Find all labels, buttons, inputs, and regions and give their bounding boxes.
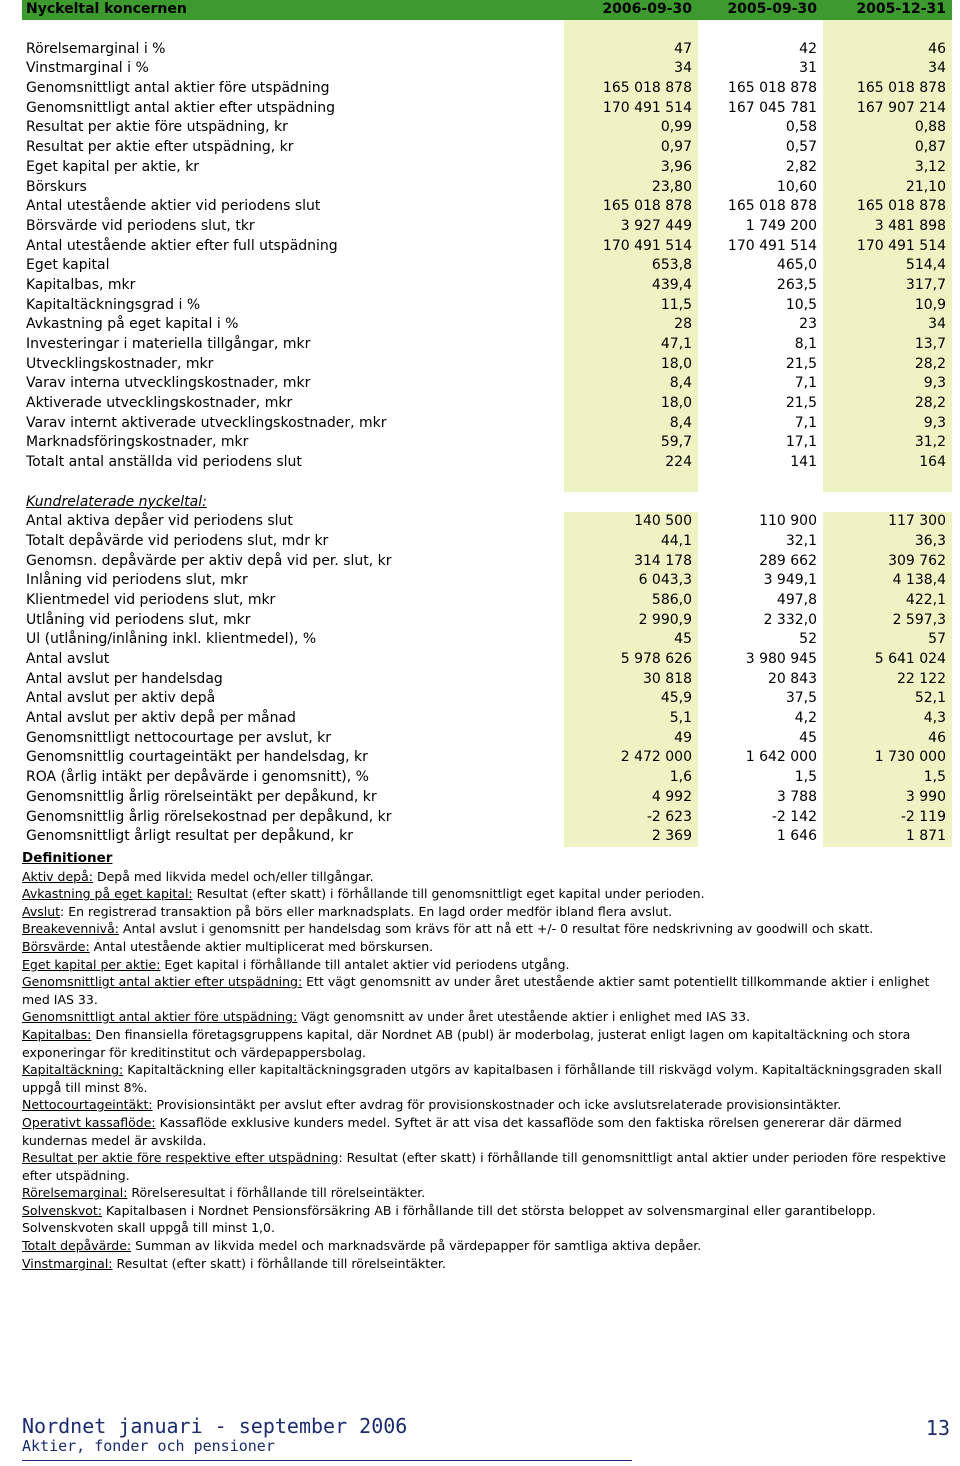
row-value: 3 990 bbox=[823, 788, 952, 808]
row-value: 44,1 bbox=[564, 532, 698, 552]
definition-term: Breakevennivå: bbox=[22, 921, 119, 937]
row-value: 3 788 bbox=[776, 788, 817, 805]
definition-text: Antal avslut i genomsnitt per handelsdag som krävs för att nå ett +/- 0 resultat före nedskrivning av goodwill och skatt. bbox=[118, 921, 874, 937]
definition-text: : En registrerad transaktion på börs eller marknadsplats. En lagd order medför ibland flera avslut. bbox=[60, 903, 673, 919]
row-label: Antal avslut per aktiv depå bbox=[26, 690, 216, 707]
spacer-cell bbox=[698, 473, 823, 493]
table-row bbox=[22, 79, 952, 99]
definition-text: Kapitaltäckning eller kapitaltäckningsgraden utgörs av kapitalbasen i förhållande till riskvägd volym. Kapitaltäckningsgraden skall uppgå till minst 8%. bbox=[22, 1062, 942, 1095]
spacer-cell bbox=[823, 20, 952, 40]
row-value: 586,0 bbox=[564, 591, 698, 611]
row-value: 110 900 bbox=[759, 513, 817, 530]
row-value: 22 122 bbox=[823, 669, 952, 689]
table-row bbox=[22, 217, 952, 237]
definition-item bbox=[22, 1184, 947, 1202]
key-figures-body bbox=[22, 0, 952, 847]
row-value: 4,2 bbox=[794, 710, 817, 727]
row-value: 59,7 bbox=[564, 433, 698, 453]
footer-subtitle: Aktier, fonder och pensioner bbox=[22, 1437, 275, 1455]
row-value: 0,88 bbox=[823, 118, 952, 138]
row-value: 5,1 bbox=[564, 709, 698, 729]
row-value: 46 bbox=[823, 728, 952, 748]
spacer-cell bbox=[698, 20, 823, 40]
row-label: Genomsnittligt antal aktier efter utspädning bbox=[26, 99, 336, 116]
row-label: Kapitalbas, mkr bbox=[26, 276, 136, 293]
row-value: 57 bbox=[823, 630, 952, 650]
row-label: Eget kapital per aktie, kr bbox=[26, 158, 200, 175]
table-header-row bbox=[22, 0, 952, 20]
definition-item bbox=[22, 1061, 947, 1096]
row-value: 3 980 945 bbox=[745, 651, 817, 668]
table-row bbox=[22, 177, 952, 197]
section-heading-row bbox=[22, 492, 952, 512]
row-label: Antal avslut bbox=[26, 651, 110, 668]
row-value: 422,1 bbox=[823, 591, 952, 611]
row-label: Klientmedel vid periodens slut, mkr bbox=[26, 591, 276, 608]
row-value: 1 730 000 bbox=[823, 748, 952, 768]
row-value: 42 bbox=[799, 40, 817, 57]
definition-item bbox=[22, 1202, 947, 1237]
table-row bbox=[22, 807, 952, 827]
row-value: 1 646 bbox=[776, 828, 817, 845]
customer-section-heading: Kundrelaterade nyckeltal: bbox=[26, 493, 207, 510]
row-value: 10,5 bbox=[785, 296, 817, 313]
row-label: Genomsnittlig årlig rörelsekostnad per depåkund, kr bbox=[26, 808, 392, 825]
row-value: 497,8 bbox=[776, 591, 817, 608]
spacer-cell bbox=[564, 20, 698, 40]
row-value: 2,82 bbox=[785, 158, 817, 175]
row-value: 8,4 bbox=[564, 374, 698, 394]
row-value: 3,96 bbox=[564, 158, 698, 178]
row-value: 4,3 bbox=[823, 709, 952, 729]
row-value: 314 178 bbox=[564, 551, 698, 571]
row-value: 170 491 514 bbox=[727, 237, 817, 254]
row-label: Antal utestående aktier efter full utspädning bbox=[26, 237, 338, 254]
row-label: Genomsnittligt antal aktier före utspädning bbox=[26, 80, 330, 97]
definition-text: Kassaflöde exklusive kunders medel. Syftet är att visa det kassaflöde som den faktiska rörelsen genererar där därmed kundernas medel är avskilda. bbox=[22, 1114, 902, 1148]
definition-term: Vinstmarginal: bbox=[22, 1255, 113, 1271]
definition-item bbox=[22, 1237, 947, 1255]
row-label: Genomsnittlig courtageintäkt per handelsdag, kr bbox=[26, 749, 368, 766]
row-label: Antal aktiva depåer vid periodens slut bbox=[26, 513, 293, 530]
row-value: 3 481 898 bbox=[823, 217, 952, 237]
definition-term: Avkastning på eget kapital: bbox=[22, 886, 193, 902]
row-value: 289 662 bbox=[759, 552, 817, 569]
table-row bbox=[22, 433, 952, 453]
row-label: Varav interna utvecklingskostnader, mkr bbox=[26, 375, 311, 392]
definition-term: Genomsnittligt antal aktier före utspädning: bbox=[22, 1009, 298, 1025]
row-value: 2 597,3 bbox=[823, 610, 952, 630]
row-value: 465,0 bbox=[776, 257, 817, 274]
table-row bbox=[22, 236, 952, 256]
row-value: 0,99 bbox=[564, 118, 698, 138]
row-label: Rörelsemarginal i % bbox=[26, 40, 166, 57]
row-label: Genomsnittligt årligt resultat per depåkund, kr bbox=[26, 828, 353, 845]
row-value: 170 491 514 bbox=[823, 236, 952, 256]
row-label: Eget kapital bbox=[26, 257, 110, 274]
row-value: 34 bbox=[823, 315, 952, 335]
row-value: 140 500 bbox=[564, 512, 698, 532]
definition-item bbox=[22, 938, 947, 956]
row-value: 1 871 bbox=[823, 827, 952, 847]
spacer-row bbox=[22, 473, 952, 493]
definition-term: Eget kapital per aktie: bbox=[22, 956, 161, 972]
definition-item bbox=[22, 920, 947, 938]
row-value: 167 907 214 bbox=[823, 98, 952, 118]
table-row bbox=[22, 591, 952, 611]
definition-text: Eget kapital i förhållande till antalet aktier vid periodens utgång. bbox=[160, 956, 570, 972]
table-row bbox=[22, 788, 952, 808]
row-label: Utvecklingskostnader, mkr bbox=[26, 355, 214, 372]
definition-term: Resultat per aktie före respektive efter utspädning bbox=[22, 1150, 339, 1166]
table-row bbox=[22, 98, 952, 118]
spacer-cell bbox=[22, 473, 564, 493]
row-value: 1,5 bbox=[823, 768, 952, 788]
row-value: 8,1 bbox=[794, 336, 817, 353]
row-value: 0,58 bbox=[785, 119, 817, 136]
definition-item bbox=[22, 903, 947, 921]
page-number: 13 bbox=[925, 1416, 950, 1440]
row-label: Genomsnittligt nettocourtage per avslut, kr bbox=[26, 729, 331, 746]
spacer-cell bbox=[22, 20, 564, 40]
table-row bbox=[22, 413, 952, 433]
definition-text: : Resultat (efter skatt) i förhållande till genomsnittligt antal aktier under perioden före respektive efter utspädning. bbox=[22, 1150, 946, 1183]
row-value: 47 bbox=[564, 39, 698, 59]
row-label: Resultat per aktie före utspädning, kr bbox=[26, 119, 288, 136]
row-value: 7,1 bbox=[794, 375, 817, 392]
row-value: -2 142 bbox=[771, 808, 817, 825]
definition-text: Summan av likvida medel och marknadsvärde på värdepapper för samtliga aktiva depåer. bbox=[131, 1238, 702, 1254]
row-value: 0,97 bbox=[564, 138, 698, 158]
row-value: 18,0 bbox=[564, 354, 698, 374]
row-value: 165 018 878 bbox=[564, 197, 698, 217]
table-row bbox=[22, 709, 952, 729]
row-label: Resultat per aktie efter utspädning, kr bbox=[26, 139, 294, 156]
column-header: 2006-09-30 bbox=[564, 0, 698, 20]
row-value: 21,5 bbox=[785, 355, 817, 372]
definition-term: Nettocourtageintäkt: bbox=[22, 1097, 153, 1113]
table-row bbox=[22, 453, 952, 473]
row-label: Totalt depåvärde vid periodens slut, mdr kr bbox=[26, 532, 329, 549]
row-value: 4 138,4 bbox=[823, 571, 952, 591]
definition-term: Aktiv depå: bbox=[22, 868, 93, 884]
table-row bbox=[22, 394, 952, 414]
row-value: 3 927 449 bbox=[564, 217, 698, 237]
table-row bbox=[22, 315, 952, 335]
definition-term: Operativt kassaflöde: bbox=[22, 1114, 156, 1130]
table-row bbox=[22, 610, 952, 630]
row-value: 31 bbox=[799, 60, 817, 77]
row-value: 10,60 bbox=[776, 178, 817, 195]
row-label: Avkastning på eget kapital i % bbox=[26, 316, 239, 333]
definitions-title: Definitioner bbox=[22, 850, 113, 866]
row-value: 21,10 bbox=[823, 177, 952, 197]
row-value: 117 300 bbox=[823, 512, 952, 532]
row-label: Investeringar i materiella tillgångar, mkr bbox=[26, 336, 311, 353]
row-value: 3,12 bbox=[823, 158, 952, 178]
spacer-cell bbox=[823, 492, 952, 512]
definition-text: Antal utestående aktier multiplicerat med börskursen. bbox=[89, 938, 434, 954]
row-value: 34 bbox=[564, 59, 698, 79]
row-value: 2 369 bbox=[564, 827, 698, 847]
definition-text: Resultat (efter skatt) i förhållande till genomsnittligt eget kapital under perioden. bbox=[192, 886, 705, 902]
definition-item bbox=[22, 885, 947, 903]
table-row bbox=[22, 59, 952, 79]
row-label: Aktiverade utvecklingskostnader, mkr bbox=[26, 395, 293, 412]
definition-item bbox=[22, 1149, 947, 1184]
definition-text: Den finansiella företagsgruppens kapital, där Nordnet AB (publ) är moderbolag, justerat enligt lagen om kapitaltäckning och stora exponeringar för kreditinstitut och värdepappersbolag. bbox=[22, 1026, 911, 1060]
row-value: -2 119 bbox=[823, 807, 952, 827]
row-value: 36,3 bbox=[823, 532, 952, 552]
row-value: 31,2 bbox=[823, 433, 952, 453]
table-row bbox=[22, 650, 952, 670]
definition-term: Kapitaltäckning: bbox=[22, 1062, 124, 1078]
table-row bbox=[22, 354, 952, 374]
table-row bbox=[22, 197, 952, 217]
row-value: 28,2 bbox=[823, 394, 952, 414]
row-value: 170 491 514 bbox=[564, 98, 698, 118]
row-value: 10,9 bbox=[823, 295, 952, 315]
row-value: 165 018 878 bbox=[727, 198, 817, 215]
row-value: 45 bbox=[564, 630, 698, 650]
row-value: 21,5 bbox=[785, 395, 817, 412]
definitions-section bbox=[22, 850, 947, 1272]
row-value: 165 018 878 bbox=[823, 79, 952, 99]
row-value: 514,4 bbox=[823, 256, 952, 276]
table-row bbox=[22, 689, 952, 709]
row-value: 8,4 bbox=[564, 413, 698, 433]
row-value: 3 949,1 bbox=[763, 572, 817, 589]
table-row bbox=[22, 138, 952, 158]
definition-item bbox=[22, 1026, 947, 1061]
table-row bbox=[22, 276, 952, 296]
footer-rule bbox=[22, 1460, 632, 1461]
row-label: Genomsnittlig årlig rörelseintäkt per depåkund, kr bbox=[26, 788, 377, 805]
definition-item bbox=[22, 1096, 947, 1114]
definition-text: Ett vägt genomsnitt av under året utestående aktier samt potentiellt tillkommande aktier i enlighet med IAS 33. bbox=[22, 974, 930, 1007]
definition-text: Resultat (efter skatt) i förhållande till rörelseintäkter. bbox=[112, 1255, 446, 1271]
definition-term: Kapitalbas: bbox=[22, 1026, 92, 1042]
definition-item bbox=[22, 956, 947, 974]
definition-term: Börsvärde: bbox=[22, 938, 90, 954]
row-value: 1,5 bbox=[794, 769, 817, 786]
row-value: 23 bbox=[799, 316, 817, 333]
row-value: 28 bbox=[564, 315, 698, 335]
definition-term: Solvenskvot: bbox=[22, 1202, 102, 1218]
row-value: 2 990,9 bbox=[564, 610, 698, 630]
row-value: 439,4 bbox=[564, 276, 698, 296]
row-value: 47,1 bbox=[564, 335, 698, 355]
row-value: 5 978 626 bbox=[564, 650, 698, 670]
row-value: 9,3 bbox=[823, 413, 952, 433]
row-label: Börsvärde vid periodens slut, tkr bbox=[26, 217, 255, 234]
table-row bbox=[22, 571, 952, 591]
row-value: 1 642 000 bbox=[745, 749, 817, 766]
row-value: 18,0 bbox=[564, 394, 698, 414]
row-value: 13,7 bbox=[823, 335, 952, 355]
row-value: 0,57 bbox=[785, 139, 817, 156]
table-title: Nyckeltal koncernen bbox=[22, 0, 564, 20]
row-label: Antal avslut per aktiv depå per månad bbox=[26, 710, 296, 727]
row-label: Antal utestående aktier vid periodens slut bbox=[26, 198, 321, 215]
row-value: 20 843 bbox=[768, 670, 817, 687]
row-value: 309 762 bbox=[823, 551, 952, 571]
table-row bbox=[22, 118, 952, 138]
row-value: 164 bbox=[823, 453, 952, 473]
row-label: Kapitaltäckningsgrad i % bbox=[26, 296, 201, 313]
table-row bbox=[22, 39, 952, 59]
row-label: Marknadsföringskostnader, mkr bbox=[26, 434, 249, 451]
row-value: 1 749 200 bbox=[745, 217, 817, 234]
row-label: Totalt antal anställda vid periodens slut bbox=[26, 454, 302, 471]
row-value: 7,1 bbox=[794, 414, 817, 431]
definition-text: Rörelseresultat i förhållande till rörelseintäkter. bbox=[127, 1185, 426, 1201]
row-label: Utlåning vid periodens slut, mkr bbox=[26, 611, 251, 628]
definition-item bbox=[22, 1114, 947, 1149]
row-value: 653,8 bbox=[564, 256, 698, 276]
row-value: 34 bbox=[823, 59, 952, 79]
row-value: 28,2 bbox=[823, 354, 952, 374]
footer-title: Nordnet januari - september 2006 bbox=[22, 1414, 408, 1438]
definition-item bbox=[22, 1255, 947, 1273]
row-value: 165 018 878 bbox=[564, 79, 698, 99]
row-value: 0,87 bbox=[823, 138, 952, 158]
row-value: 9,3 bbox=[823, 374, 952, 394]
table-row bbox=[22, 551, 952, 571]
definition-text: Kapitalbasen i Nordnet Pensionsförsäkring AB i förhållande till det största beloppet av solvensmarginal eller garantibelopp. Solvenskvoten skall uppgå till minst 1,0. bbox=[22, 1202, 876, 1236]
definitions-list bbox=[22, 868, 947, 1273]
row-value: 224 bbox=[564, 453, 698, 473]
definition-item bbox=[22, 973, 947, 1008]
definition-text: Provisionsintäkt per avslut efter avdrag för provisionskostnader och icke avslutsrelaterade provisionsintäkter. bbox=[152, 1097, 842, 1113]
table-row bbox=[22, 532, 952, 552]
column-header: 2005-12-31 bbox=[823, 0, 952, 20]
row-value: 2 332,0 bbox=[763, 611, 817, 628]
row-label: Vinstmarginal i % bbox=[26, 60, 149, 77]
row-value: 49 bbox=[564, 728, 698, 748]
definition-item bbox=[22, 1008, 947, 1026]
row-value: 32,1 bbox=[785, 532, 817, 549]
row-value: 52 bbox=[799, 631, 817, 648]
definition-term: Genomsnittligt antal aktier efter utspädning: bbox=[22, 974, 303, 990]
row-label: ROA (årlig intäkt per depåvärde i genomsnitt), % bbox=[26, 769, 369, 786]
table-row bbox=[22, 669, 952, 689]
table-row bbox=[22, 158, 952, 178]
row-value: 167 045 781 bbox=[727, 99, 817, 116]
row-value: 170 491 514 bbox=[564, 236, 698, 256]
definition-item bbox=[22, 868, 947, 886]
row-label: Inlåning vid periodens slut, mkr bbox=[26, 572, 248, 589]
row-value: 46 bbox=[823, 39, 952, 59]
definition-term: Avslut bbox=[22, 903, 61, 919]
row-value: 2 472 000 bbox=[564, 748, 698, 768]
table-row bbox=[22, 512, 952, 532]
row-value: 17,1 bbox=[785, 434, 817, 451]
row-value: 5 641 024 bbox=[823, 650, 952, 670]
row-value: 37,5 bbox=[785, 690, 817, 707]
row-value: 45,9 bbox=[564, 689, 698, 709]
row-value: 165 018 878 bbox=[727, 80, 817, 97]
row-value: 4 992 bbox=[564, 788, 698, 808]
row-value: 23,80 bbox=[564, 177, 698, 197]
table-row bbox=[22, 256, 952, 276]
row-label: Genomsn. depåvärde per aktiv depå vid per. slut, kr bbox=[26, 552, 392, 569]
table-row bbox=[22, 827, 952, 847]
column-header: 2005-09-30 bbox=[698, 0, 823, 20]
definition-text: Depå med likvida medel och/eller tillgångar. bbox=[92, 868, 374, 884]
table-row bbox=[22, 295, 952, 315]
row-value: 11,5 bbox=[564, 295, 698, 315]
table-row bbox=[22, 748, 952, 768]
table-row bbox=[22, 728, 952, 748]
spacer-cell bbox=[564, 473, 698, 493]
table-row bbox=[22, 335, 952, 355]
spacer-cell bbox=[698, 492, 823, 512]
table-row bbox=[22, 768, 952, 788]
definition-text: Vägt genomsnitt av under året utestående aktier i enlighet med IAS 33. bbox=[297, 1009, 751, 1025]
row-label: Ul (utlåning/inlåning inkl. klientmedel), % bbox=[26, 631, 317, 648]
key-figures-table bbox=[22, 0, 952, 847]
row-label: Antal avslut per handelsdag bbox=[26, 670, 223, 687]
row-value: 263,5 bbox=[776, 276, 817, 293]
row-value: 6 043,3 bbox=[564, 571, 698, 591]
row-value: 141 bbox=[790, 454, 817, 471]
row-value: 45 bbox=[799, 729, 817, 746]
spacer-cell bbox=[823, 473, 952, 493]
row-value: 317,7 bbox=[823, 276, 952, 296]
row-value: 1,6 bbox=[564, 768, 698, 788]
row-value: 30 818 bbox=[564, 669, 698, 689]
definition-term: Totalt depåvärde: bbox=[22, 1238, 132, 1254]
table-row bbox=[22, 630, 952, 650]
spacer-row bbox=[22, 20, 952, 40]
row-value: 165 018 878 bbox=[823, 197, 952, 217]
row-value: -2 623 bbox=[564, 807, 698, 827]
row-label: Börskurs bbox=[26, 178, 87, 195]
spacer-cell bbox=[564, 492, 698, 512]
table-row bbox=[22, 374, 952, 394]
definition-term: Rörelsemarginal: bbox=[22, 1185, 128, 1201]
row-label: Varav internt aktiverade utvecklingskostnader, mkr bbox=[26, 414, 387, 431]
row-value: 52,1 bbox=[823, 689, 952, 709]
